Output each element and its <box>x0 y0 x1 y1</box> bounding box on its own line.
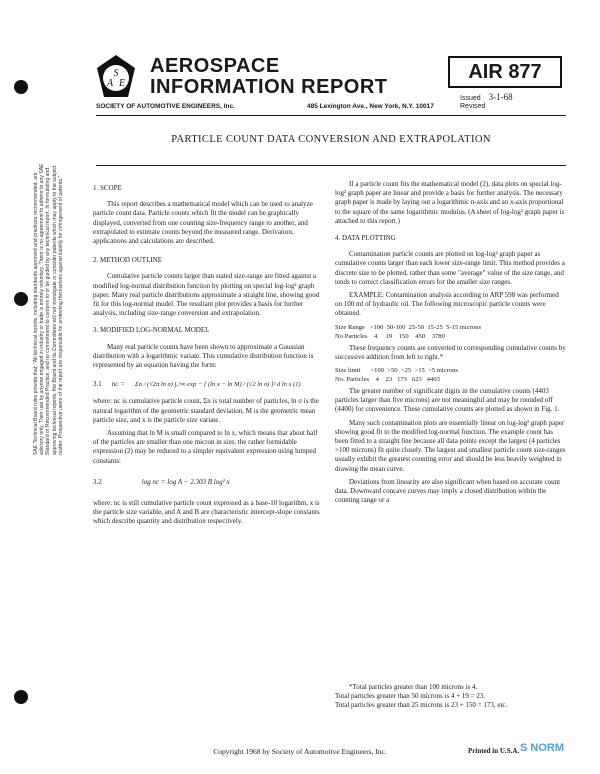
example-text: EXAMPLE: Contamination analysis according to ARP 598 was performed on 100 ml of hydraulic oil. The following microscopic particle counts were obtained. <box>335 291 559 318</box>
equation-1-rhs: Σn / (√2π ln σ) ∫ₓ^∞ exp − [ (ln x − ln M) / (√2 ln σ) ]² d ln x (1) <box>134 381 301 389</box>
copyright: Copyright 1968 by Society of Automotive Engineers, Inc. <box>213 747 387 756</box>
footnotes <box>335 683 567 710</box>
significant-digits-text: The greater number of significant digits in the cumulative counts (4403 particles larger than five microns) are not meaningful and may be rounded off (4400) for convenience. These cumulative counts are plotted as shown in Fig. 1. <box>335 387 560 414</box>
section-1-heading: 1. SCOPE <box>93 184 122 192</box>
footnote-3: Total particles greater than 25 microns is 23 + 150 = 173, etc. <box>335 701 508 709</box>
document-id-box: AIR 877 <box>448 56 562 88</box>
watermark: S NORM <box>520 742 564 754</box>
svg-text:S: S <box>113 68 119 79</box>
binder-hole-middle <box>14 292 28 306</box>
header-rule <box>96 115 566 116</box>
section-2-text: Cumulative particle counts larger than stated size-range are fitted against a modified log-normal distribution function by plotting on special log-log² graph paper. Many real particle distributions approximate a straight line, showing good fit for this log-normal model. The resultant plot provides a basis for further analysis, including size-range conversion and extrapolation. <box>93 272 320 318</box>
document-title: PARTICLE COUNT DATA CONVERSION AND EXTRAPOLATION <box>171 134 491 145</box>
footnote-1: *Total particles greater than 100 microns is 4. <box>349 683 478 691</box>
title-rule <box>96 165 566 166</box>
cumulative-table-values: No. Particles 4 23 173 623 4403 <box>335 376 440 384</box>
deviations-text: Deviations from linearity are also significant when based on accurate count data. Downward concave curves may imply a closed distribution within the counting range or a <box>335 477 561 505</box>
assumption-text: Assuming that ln M is small compared to ln x, which means that about half of the particles are smaller than one micron in size, the rather formidable expression (2) may be reduced to a simpler equivalent expression using lumped constants: <box>93 429 318 465</box>
section-3-heading: 3. MODIFIED LOG-NORMAL MODEL <box>93 326 210 335</box>
equation-1-lhs: nc = <box>111 380 125 389</box>
header-title-line1: AEROSPACE <box>150 55 280 77</box>
issued-date: 3-1-68 <box>488 92 513 102</box>
binder-hole-top <box>14 80 28 94</box>
left-column <box>93 180 323 531</box>
intro-fit-text: If a particle count fits the mathematical model (2), data plots on special log-log² graph paper are linear and provide a basis for further analysis. The necessary graph paper is made by laying out a logarithmic n-axis and an x-axis proportional to the square of the same logarithmic modulus. (A sheet of log-log² graph paper is attached to this report.) <box>335 180 565 225</box>
printed-in: Printed in U.S.A. <box>468 747 520 755</box>
issued-line <box>460 92 513 102</box>
right-column <box>335 180 567 509</box>
where-2-text: where: nc is still cumulative particle count expressed as a base-10 logarithm, x is the particle size variable, and A and B are characteristic intercept-slope constants which describe quantity and distribution respectively. <box>93 499 320 526</box>
svg-text:A: A <box>106 78 114 89</box>
footnote-2: Total particles greater than 50 microns is 4 + 19 = 23. <box>335 692 486 700</box>
society-name: SOCIETY OF AUTOMOTIVE ENGINEERS, Inc. <box>96 103 235 110</box>
sae-logo <box>96 54 136 98</box>
cumulative-intro-text: These frequency counts are converted to corresponding cumulative counts by successive addition from left to right.* <box>335 343 566 361</box>
plotting-text: Contamination particle counts are plotted on log-log² graph paper as cumulative counts larger than each lower size-range limit. This method provides a discrete size to be plotted, rather than some "average" value of the size range, and tends to correct classification errors for the smaller size ranges. <box>335 250 565 286</box>
margin-disclaimer: SAE Technical Board rules provide that: "All technical reports, including standards approved and practices recommended, are advisory only. Their use by anyone engaged in industry or trade is entirely voluntary. There is no agreement to adhere to any SAE Standard or Recommended Practice, and no commitment to conform to or be guided by any technical report. In formulating and approving technical reports, the Board and its Committees will not investigate or consider patents which may apply to the subject matter. Prospective users of the report are responsible for protecting themselves against liability for infringement of patents." <box>33 163 64 455</box>
society-address: 485 Lexington Ave., New York, N.Y. 10017 <box>307 103 434 110</box>
section-4-heading: 4. DATA PLOTTING <box>335 234 396 243</box>
equation-2-number: 3.2 <box>93 477 102 486</box>
equation-2 <box>93 478 323 487</box>
equation-1 <box>93 380 323 389</box>
cumulative-table-header: Size limit >100 >50 >25 >15 >5 microns <box>335 367 458 375</box>
where-1-text: where: nc is cumulative particle count, Σn is total number of particles, ln σ is the natural logarithm of the geometric standard deviation, M is the geometric mean particle size, and x is the particle size variate. <box>93 397 319 424</box>
binder-hole-bottom <box>14 690 28 704</box>
svg-text:E: E <box>118 78 126 89</box>
equation-1-number: 3.1 <box>93 380 102 389</box>
issued-label: Issued <box>460 95 481 102</box>
linearity-text: Many such contamination plots are essentially linear on log-log² graph paper showing good fit to the modified log-normal function. The example count has been fitted to a straight line because all data points except the largest (4 particles >100 microns) fit quite closely. The largest and smallest particle count size-ranges usually exhibit the greatest counting error and should be less heavily weighted in drawing the mean curve. <box>335 418 566 473</box>
equation-2-body: log nc = log A − 2.303 B log² x <box>141 477 230 486</box>
section-2-heading: 2. METHOD OUTLINE <box>93 256 163 265</box>
frequency-table-header: Size Range >100 50-100 25-50 15-25 5-15 microns <box>335 323 482 331</box>
frequency-table-values: No Particles 4 19 150 450 3780 <box>335 332 445 340</box>
section-1-text: This report describes a mathematical model which can be used to analyze particle count data. Particle counts which fit the model can be graphically displayed, converted from one counting size-frequency range to another, and extrapolated to estimate counts beyond the measured range. Derivation, applications and calculations are described. <box>93 200 313 246</box>
header-title-line2: INFORMATION REPORT <box>150 76 388 98</box>
section-3-text: Many real particle counts have been shown to approximate a Gaussian distribution with a logarithmic variate. This cumulative distribution function is represented by an equation having the form: <box>93 342 314 370</box>
revised-label: Revised <box>460 103 486 110</box>
